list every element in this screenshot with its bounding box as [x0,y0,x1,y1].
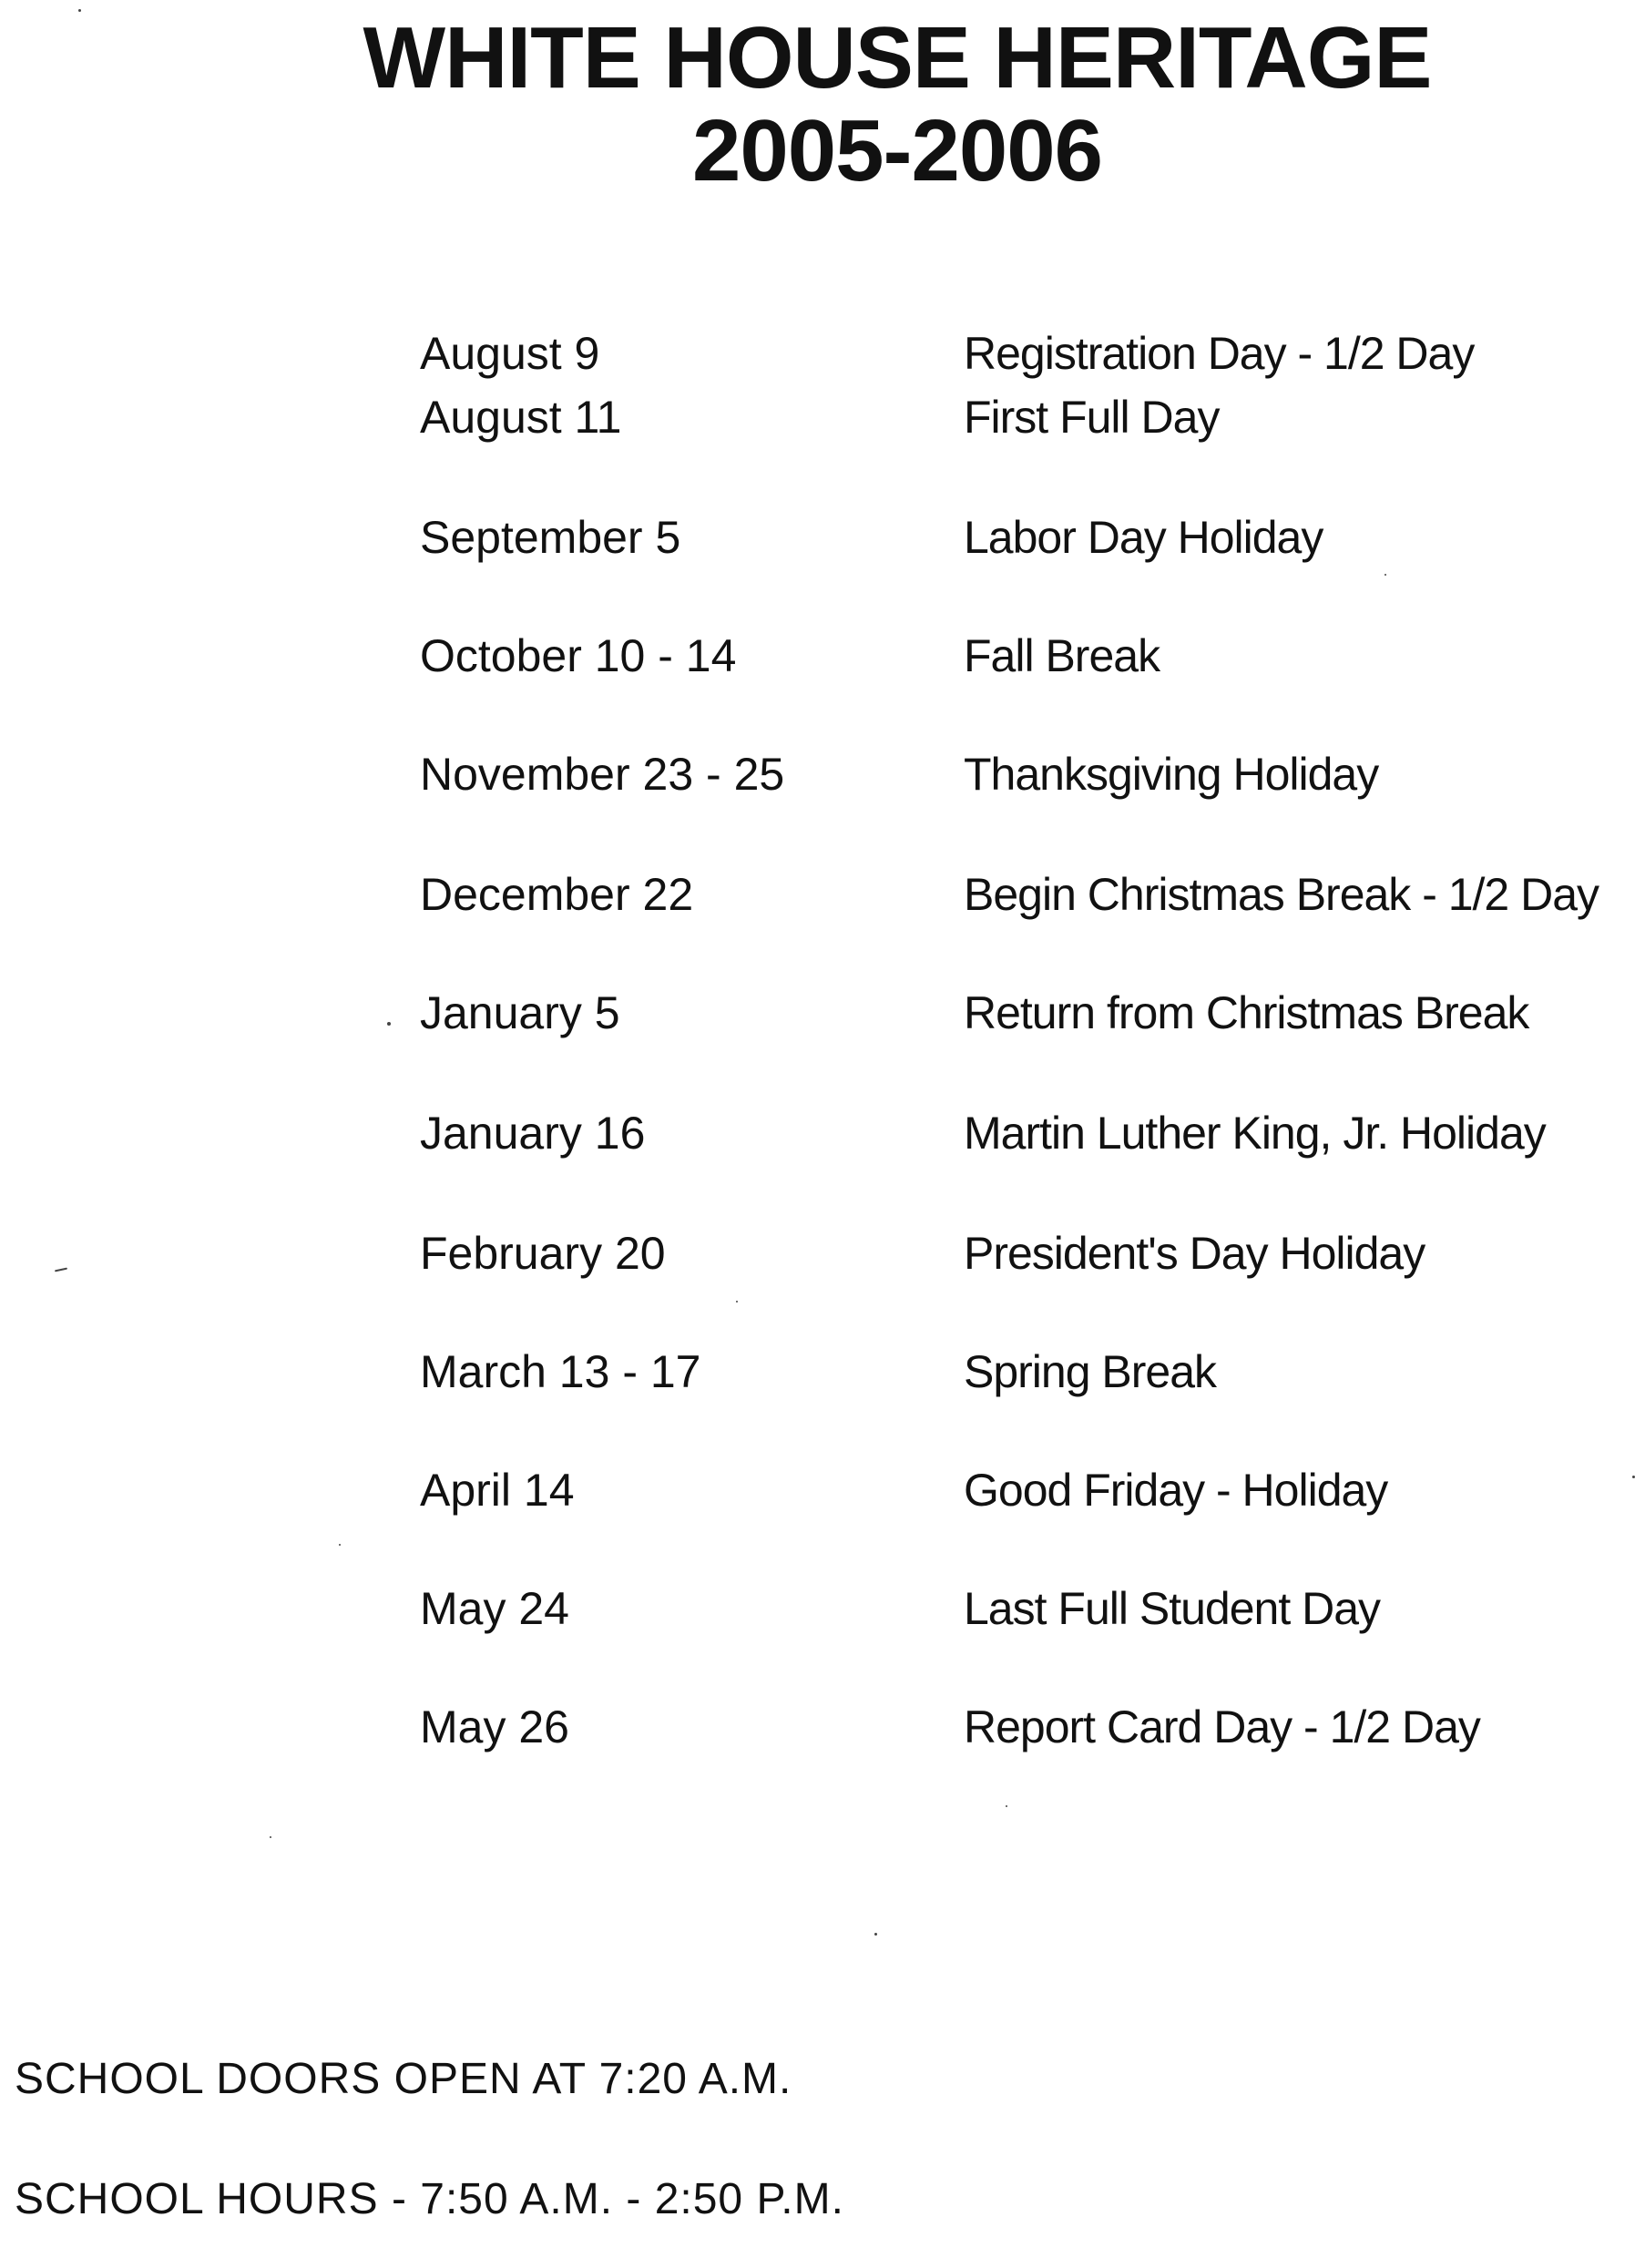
calendar-event: President's Day Holiday [964,1228,1425,1279]
calendar-event: Registration Day - 1/2 Day [964,328,1475,379]
calendar-date: March 13 - 17 [420,1346,701,1397]
calendar-date: January 16 [420,1108,646,1159]
calendar-event: Begin Christmas Break - 1/2 Day [964,869,1599,920]
calendar-date: August 9 [420,328,600,379]
calendar-row [0,1344,1645,1399]
scan-speck [736,1301,738,1303]
calendar-row [0,510,1645,565]
calendar-event: Labor Day Holiday [964,512,1323,563]
calendar-row [0,1106,1645,1160]
calendar-date: October 10 - 14 [420,630,737,681]
calendar-event: Martin Luther King, Jr. Holiday [964,1108,1546,1159]
scan-speck [387,1022,391,1026]
scan-speck [339,1544,341,1546]
calendar-row [0,1700,1645,1754]
calendar-date: April 14 [420,1465,575,1516]
calendar-event: Fall Break [964,630,1160,681]
calendar-date: February 20 [420,1228,666,1279]
calendar-date: September 5 [420,512,681,563]
calendar-row [0,1226,1645,1281]
scan-speck [1384,574,1386,576]
calendar-event: Thanksgiving Holiday [964,749,1379,800]
calendar-event: First Full Day [964,392,1220,443]
scan-speck [874,1933,877,1936]
calendar-event: Good Friday - Holiday [964,1465,1388,1516]
calendar-date: May 26 [420,1701,569,1752]
calendar-row [0,326,1645,381]
calendar-date: May 24 [420,1583,569,1634]
calendar-row [0,867,1645,922]
scan-speck [1632,1476,1635,1478]
school-hours-notice: SCHOOL HOURS - 7:50 A.M. - 2:50 P.M. [15,2175,844,2223]
page-title: WHITE HOUSE HERITAGE [363,9,1432,107]
calendar-date: November 23 - 25 [420,749,785,800]
scan-speck [270,1836,271,1838]
doors-open-notice: SCHOOL DOORS OPEN AT 7:20 A.M. [15,2055,792,2103]
calendar-row [0,986,1645,1040]
calendar-row [0,1463,1645,1517]
calendar-date: December 22 [420,869,694,920]
calendar-event: Last Full Student Day [964,1583,1381,1634]
calendar-event: Return from Christmas Break [964,987,1529,1038]
calendar-date: January 5 [420,987,620,1038]
calendar-event: Report Card Day - 1/2 Day [964,1701,1480,1752]
calendar-row [0,628,1645,683]
scan-speck [1006,1805,1007,1807]
calendar-event: Spring Break [964,1346,1217,1397]
calendar-date: August 11 [420,392,622,443]
calendar-row [0,390,1645,444]
calendar-row [0,747,1645,802]
school-year: 2005-2006 [691,102,1103,199]
scan-speck [78,9,81,12]
calendar-row [0,1581,1645,1636]
